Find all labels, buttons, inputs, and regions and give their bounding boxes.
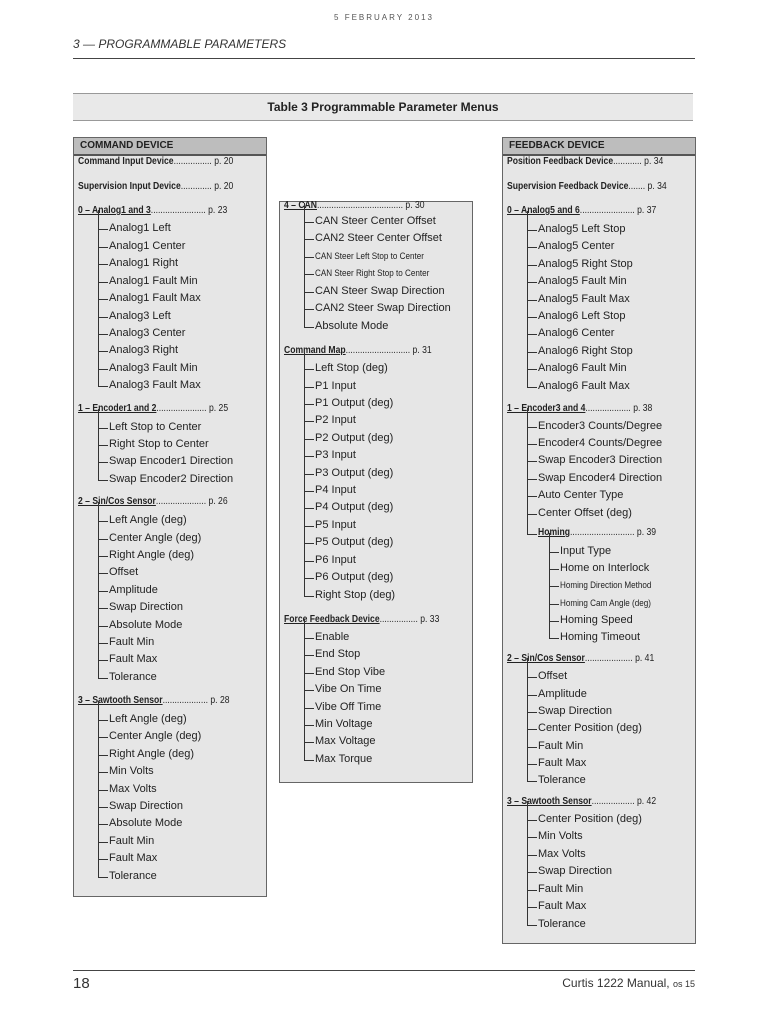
group-name: 0 – Analog5 and 6 bbox=[507, 205, 580, 216]
tree-branch bbox=[98, 591, 108, 592]
group-heading bbox=[507, 181, 667, 192]
leader-dots: .................................... bbox=[316, 200, 404, 211]
group-heading bbox=[507, 653, 654, 664]
tree-branch bbox=[527, 820, 537, 821]
parameter-item: Swap Encoder1 Direction bbox=[109, 455, 234, 467]
parameter-item: P4 Input bbox=[315, 484, 356, 496]
parameter-item: Home on Interlock bbox=[560, 562, 650, 574]
tree-branch bbox=[527, 729, 537, 730]
tree-branch bbox=[527, 479, 537, 480]
tree-branch bbox=[98, 755, 108, 756]
page-reference: p. 34 bbox=[645, 181, 667, 192]
leader-dots: ................ bbox=[173, 156, 212, 167]
parameter-item: Swap Encoder2 Direction bbox=[109, 473, 234, 485]
tree-branch bbox=[527, 747, 537, 748]
parameter-item: Left Angle (deg) bbox=[109, 514, 187, 526]
parameter-item: Analog1 Center bbox=[109, 240, 186, 252]
parameter-item: CAN2 Steer Swap Direction bbox=[315, 302, 451, 314]
parameter-item: Fault Min bbox=[109, 636, 155, 648]
group-name: 1 – Encoder1 and 2 bbox=[78, 403, 157, 414]
tree-branch bbox=[527, 265, 537, 266]
tree-branch bbox=[304, 690, 314, 691]
page-reference: p. 39 bbox=[634, 527, 657, 538]
parameter-item: Analog6 Right Stop bbox=[538, 345, 633, 357]
tree-branch bbox=[304, 257, 314, 258]
parameter-item: Fault Max bbox=[538, 757, 587, 769]
table-title: Table 3 Programmable Parameter Menus bbox=[73, 93, 693, 121]
parameter-item: Right Stop to Center bbox=[109, 438, 209, 450]
leader-dots: ................... bbox=[162, 695, 208, 706]
tree-branch bbox=[304, 596, 314, 597]
page-reference: p. 41 bbox=[632, 653, 655, 664]
page-reference: p. 20 bbox=[211, 181, 234, 192]
parameter-item: Homing Timeout bbox=[560, 631, 641, 643]
parameter-item: P4 Output (deg) bbox=[315, 501, 394, 513]
parameter-item: Offset bbox=[538, 670, 568, 682]
tree-branch bbox=[304, 638, 314, 639]
tree-branch bbox=[304, 456, 314, 457]
tree-branch bbox=[527, 427, 537, 428]
tree-branch bbox=[304, 561, 314, 562]
tree-branch bbox=[304, 578, 314, 579]
parameter-item: Analog5 Center bbox=[538, 240, 615, 252]
parameter-item: Center Position (deg) bbox=[538, 813, 642, 825]
parameter-item: Analog6 Center bbox=[538, 327, 615, 339]
parameter-item: P2 Output (deg) bbox=[315, 432, 394, 444]
tree-branch bbox=[304, 673, 314, 674]
parameter-item: Center Angle (deg) bbox=[109, 730, 202, 742]
tree-branch bbox=[527, 461, 537, 462]
group-name: Command Map bbox=[284, 345, 346, 356]
tree-branch bbox=[527, 387, 537, 388]
tree-connector bbox=[527, 211, 528, 387]
parameter-item: P2 Input bbox=[315, 414, 356, 426]
parameter-item: Tolerance bbox=[538, 918, 586, 930]
tree-branch bbox=[304, 543, 314, 544]
tree-branch bbox=[98, 428, 108, 429]
parameter-item: Tolerance bbox=[109, 870, 157, 882]
parameter-item: Encoder3 Counts/Degree bbox=[538, 420, 663, 432]
page-reference: p. 34 bbox=[641, 156, 664, 167]
tree-branch bbox=[98, 369, 108, 370]
tree-branch bbox=[527, 352, 537, 353]
leader-dots: ....................... bbox=[579, 205, 635, 216]
tree-branch bbox=[549, 586, 559, 587]
tree-branch bbox=[304, 327, 314, 328]
page-reference: p. 23 bbox=[205, 205, 228, 216]
os-version: os 15 bbox=[672, 979, 695, 989]
parameter-item: End Stop Vibe bbox=[315, 666, 386, 678]
parameter-item: Analog5 Fault Min bbox=[538, 275, 627, 287]
tree-branch bbox=[98, 842, 108, 843]
group-heading bbox=[284, 345, 432, 356]
leader-dots: ..................... bbox=[156, 403, 207, 414]
header-rule bbox=[73, 58, 695, 59]
group-heading bbox=[78, 496, 228, 507]
leader-dots: ............ bbox=[613, 156, 642, 167]
tree-branch bbox=[304, 526, 314, 527]
group-name: Supervision Input Device bbox=[78, 181, 181, 192]
parameter-item: Input Type bbox=[560, 545, 612, 557]
tree-branch bbox=[98, 859, 108, 860]
group-heading bbox=[78, 205, 227, 216]
parameter-item: Absolute Mode bbox=[109, 817, 183, 829]
parameter-item: Analog1 Fault Max bbox=[109, 292, 201, 304]
parameter-item: Swap Direction bbox=[109, 800, 183, 812]
tree-connector bbox=[98, 701, 99, 877]
tree-branch bbox=[304, 369, 314, 370]
parameter-item: Right Angle (deg) bbox=[109, 748, 194, 760]
parameter-item: Left Stop (deg) bbox=[315, 362, 388, 374]
group-name: 3 – Sawtooth Sensor bbox=[507, 796, 592, 807]
parameter-item: Center Position (deg) bbox=[538, 722, 642, 734]
parameter-item: Right Stop (deg) bbox=[315, 589, 396, 601]
tree-branch bbox=[549, 621, 559, 622]
footer-manual bbox=[562, 976, 695, 990]
parameter-item: Min Voltage bbox=[315, 718, 373, 730]
group-name: 3 – Sawtooth Sensor bbox=[78, 695, 163, 706]
parameter-item: Analog1 Right bbox=[109, 257, 179, 269]
group-heading bbox=[284, 614, 439, 625]
tree-branch bbox=[527, 925, 537, 926]
tree-branch bbox=[98, 264, 108, 265]
tree-branch bbox=[98, 608, 108, 609]
parameter-item: Min Volts bbox=[538, 830, 583, 842]
tree-branch bbox=[304, 760, 314, 761]
parameter-box-middle bbox=[279, 201, 473, 783]
page-reference: p. 26 bbox=[206, 496, 228, 507]
parameter-item: Vibe Off Time bbox=[315, 701, 382, 713]
leader-dots: ................ bbox=[379, 614, 418, 625]
tree-branch bbox=[304, 239, 314, 240]
leader-dots: ........................... bbox=[345, 345, 411, 356]
tree-branch bbox=[527, 496, 537, 497]
parameter-item: Analog3 Fault Max bbox=[109, 379, 201, 391]
tree-branch bbox=[98, 282, 108, 283]
parameter-item: CAN Steer Left Stop to Center bbox=[315, 251, 424, 261]
tree-branch bbox=[527, 247, 537, 248]
group-heading bbox=[78, 695, 230, 706]
tree-branch bbox=[304, 725, 314, 726]
group-heading bbox=[78, 181, 233, 192]
parameter-item: P5 Input bbox=[315, 519, 356, 531]
parameter-item: Analog5 Left Stop bbox=[538, 223, 626, 235]
tree-branch bbox=[527, 369, 537, 370]
page-number: 18 bbox=[73, 975, 90, 992]
parameter-item: Absolute Mode bbox=[315, 320, 389, 332]
page-reference: p. 20 bbox=[211, 156, 234, 167]
tree-branch bbox=[98, 737, 108, 738]
parameter-item: Amplitude bbox=[538, 688, 587, 700]
parameter-item: Homing Direction Method bbox=[560, 580, 652, 590]
parameter-item: Fault Max bbox=[109, 852, 158, 864]
page-reference: p. 31 bbox=[410, 345, 432, 356]
parameter-item: P6 Output (deg) bbox=[315, 571, 394, 583]
tree-branch bbox=[549, 569, 559, 570]
tree-branch bbox=[527, 890, 537, 891]
parameter-item: P1 Input bbox=[315, 380, 356, 392]
parameter-item: Swap Direction bbox=[538, 705, 612, 717]
tree-branch bbox=[549, 638, 559, 639]
parameter-item: Fault Max bbox=[109, 653, 158, 665]
command-device-box bbox=[73, 137, 267, 897]
tree-branch bbox=[304, 708, 314, 709]
tree-branch bbox=[98, 790, 108, 791]
tree-branch bbox=[527, 677, 537, 678]
tree-branch bbox=[304, 404, 314, 405]
tree-branch bbox=[527, 317, 537, 318]
group-heading bbox=[507, 156, 663, 167]
tree-branch bbox=[527, 781, 537, 782]
parameter-item: Analog6 Left Stop bbox=[538, 310, 626, 322]
tree-branch bbox=[98, 643, 108, 644]
leader-dots: ................... bbox=[585, 403, 631, 414]
parameter-item: Tolerance bbox=[109, 671, 157, 683]
group-name: Position Feedback Device bbox=[507, 156, 614, 167]
tree-branch bbox=[304, 742, 314, 743]
tree-branch bbox=[98, 660, 108, 661]
tree-branch bbox=[304, 274, 314, 275]
group-heading bbox=[78, 156, 233, 167]
tree-branch bbox=[98, 720, 108, 721]
tree-branch bbox=[527, 872, 537, 873]
parameter-item: Left Angle (deg) bbox=[109, 713, 187, 725]
leader-dots: ....... bbox=[628, 181, 646, 192]
parameter-item: Analog1 Left bbox=[109, 222, 171, 234]
tree-branch bbox=[304, 421, 314, 422]
leader-dots: ..................... bbox=[155, 496, 207, 507]
group-name: 2 – Sin/Cos Sensor bbox=[78, 496, 156, 507]
parameter-item: Offset bbox=[109, 566, 139, 578]
tree-branch bbox=[98, 521, 108, 522]
tree-branch bbox=[98, 334, 108, 335]
parameter-item: Analog5 Fault Max bbox=[538, 293, 630, 305]
parameter-item: Max Torque bbox=[315, 753, 373, 765]
parameter-item: Swap Encoder3 Direction bbox=[538, 454, 663, 466]
tree-branch bbox=[98, 247, 108, 248]
parameter-item: Left Stop to Center bbox=[109, 421, 202, 433]
tree-branch bbox=[304, 474, 314, 475]
parameter-item: Center Angle (deg) bbox=[109, 532, 202, 544]
tree-branch bbox=[98, 462, 108, 463]
footer-rule bbox=[73, 970, 695, 971]
tree-branch bbox=[527, 712, 537, 713]
group-heading bbox=[507, 403, 652, 414]
tree-branch bbox=[527, 334, 537, 335]
parameter-item: Analog3 Left bbox=[109, 310, 171, 322]
parameter-item: Analog6 Fault Min bbox=[538, 362, 627, 374]
parameter-item: P1 Output (deg) bbox=[315, 397, 394, 409]
group-heading bbox=[507, 796, 656, 807]
parameter-item: Swap Encoder4 Direction bbox=[538, 472, 663, 484]
page-reference: p. 30 bbox=[403, 200, 425, 211]
parameter-item: Amplitude bbox=[109, 584, 158, 596]
group-name: 0 – Analog1 and 3 bbox=[78, 205, 151, 216]
parameter-item: Swap Direction bbox=[109, 601, 183, 613]
tree-branch bbox=[304, 387, 314, 388]
parameter-item: End Stop bbox=[315, 648, 361, 660]
tree-branch bbox=[98, 317, 108, 318]
page-reference: p. 42 bbox=[634, 796, 657, 807]
parameter-item: Center Offset (deg) bbox=[538, 507, 632, 519]
parameter-item: Analog3 Center bbox=[109, 327, 186, 339]
page-reference: p. 37 bbox=[634, 205, 657, 216]
feedback-device-box bbox=[502, 137, 696, 944]
tree-branch bbox=[304, 222, 314, 223]
parameter-item: Analog3 Right bbox=[109, 344, 179, 356]
tree-branch bbox=[527, 534, 537, 535]
group-heading bbox=[507, 205, 656, 216]
tree-branch bbox=[527, 907, 537, 908]
parameter-item: Encoder4 Counts/Degree bbox=[538, 437, 663, 449]
tree-branch bbox=[527, 230, 537, 231]
section-heading: 3 — PROGRAMMABLE PARAMETERS bbox=[73, 37, 287, 51]
tree-branch bbox=[527, 764, 537, 765]
tree-branch bbox=[527, 855, 537, 856]
page-reference: p. 38 bbox=[630, 403, 653, 414]
tree-branch bbox=[98, 229, 108, 230]
parameter-item: Fault Min bbox=[109, 835, 155, 847]
tree-branch bbox=[98, 539, 108, 540]
parameter-item: CAN Steer Center Offset bbox=[315, 215, 436, 227]
tree-branch bbox=[527, 695, 537, 696]
tree-branch bbox=[527, 444, 537, 445]
tree-branch bbox=[98, 824, 108, 825]
group-name: Homing bbox=[538, 527, 571, 538]
parameter-item: Auto Center Type bbox=[538, 489, 624, 501]
parameter-item: Homing Cam Angle (deg) bbox=[560, 598, 651, 608]
group-name: Supervision Feedback Device bbox=[507, 181, 629, 192]
leader-dots: ....................... bbox=[150, 205, 206, 216]
tree-branch bbox=[549, 552, 559, 553]
parameter-item: Fault Min bbox=[538, 883, 584, 895]
page-reference: p. 25 bbox=[206, 403, 229, 414]
parameter-item: Analog3 Fault Min bbox=[109, 362, 198, 374]
parameter-item: P3 Input bbox=[315, 449, 356, 461]
tree-branch bbox=[98, 445, 108, 446]
leader-dots: ........................... bbox=[570, 527, 635, 538]
tree-branch bbox=[304, 508, 314, 509]
parameter-item: P5 Output (deg) bbox=[315, 536, 394, 548]
tree-branch bbox=[98, 299, 108, 300]
parameter-item: Absolute Mode bbox=[109, 619, 183, 631]
parameter-item: P6 Input bbox=[315, 554, 356, 566]
group-name: Command Input Device bbox=[78, 156, 174, 167]
tree-branch bbox=[98, 772, 108, 773]
leader-dots: .................... bbox=[584, 653, 633, 664]
tree-branch bbox=[98, 556, 108, 557]
group-name: 2 – Sin/Cos Sensor bbox=[507, 653, 585, 664]
parameter-item: CAN Steer Right Stop to Center bbox=[315, 268, 430, 278]
parameter-item: Swap Direction bbox=[538, 865, 612, 877]
tree-connector bbox=[98, 210, 99, 386]
tree-branch bbox=[98, 573, 108, 574]
group-heading bbox=[78, 403, 228, 414]
parameter-item: P3 Output (deg) bbox=[315, 467, 394, 479]
tree-branch bbox=[549, 604, 559, 605]
parameter-item: Enable bbox=[315, 631, 350, 643]
tree-branch bbox=[304, 292, 314, 293]
tree-branch bbox=[527, 300, 537, 301]
parameter-item: Right Angle (deg) bbox=[109, 549, 194, 561]
tree-branch bbox=[527, 282, 537, 283]
leader-dots: .................. bbox=[591, 796, 635, 807]
group-heading bbox=[284, 200, 425, 211]
parameter-item: CAN2 Steer Center Offset bbox=[315, 232, 442, 244]
tree-branch bbox=[98, 626, 108, 627]
leader-dots: ............. bbox=[180, 181, 212, 192]
command-device-title: COMMAND DEVICE bbox=[74, 138, 266, 156]
manual-name: Curtis 1222 Manual, bbox=[562, 976, 670, 990]
tree-branch bbox=[527, 514, 537, 515]
parameter-item: Analog5 Right Stop bbox=[538, 258, 633, 270]
document-date: 5 FEBRUARY 2013 bbox=[334, 13, 434, 22]
tree-branch bbox=[98, 877, 108, 878]
feedback-device-title: FEEDBACK DEVICE bbox=[503, 138, 695, 156]
tree-branch bbox=[98, 351, 108, 352]
group-name: Force Feedback Device bbox=[284, 614, 380, 625]
parameter-item: Homing Speed bbox=[560, 614, 633, 626]
parameter-item: Fault Min bbox=[538, 740, 584, 752]
tree-branch bbox=[304, 655, 314, 656]
parameter-item: Analog1 Fault Min bbox=[109, 275, 198, 287]
tree-branch bbox=[527, 837, 537, 838]
tree-connector bbox=[98, 502, 99, 678]
page-reference: p. 28 bbox=[207, 695, 230, 706]
tree-branch bbox=[98, 807, 108, 808]
tree-branch bbox=[304, 309, 314, 310]
parameter-item: Vibe On Time bbox=[315, 683, 382, 695]
parameter-item: Tolerance bbox=[538, 774, 586, 786]
group-heading bbox=[538, 527, 656, 538]
group-name: 1 – Encoder3 and 4 bbox=[507, 403, 586, 414]
tree-branch bbox=[98, 678, 108, 679]
group-name: 4 – CAN bbox=[284, 200, 317, 211]
page-reference: p. 33 bbox=[417, 614, 440, 625]
tree-branch bbox=[98, 480, 108, 481]
parameter-item: Analog6 Fault Max bbox=[538, 380, 630, 392]
parameter-item: Max Volts bbox=[109, 783, 157, 795]
parameter-item: Max Voltage bbox=[315, 735, 376, 747]
parameter-item: Min Volts bbox=[109, 765, 154, 777]
tree-branch bbox=[98, 386, 108, 387]
parameter-item: Fault Max bbox=[538, 900, 587, 912]
tree-branch bbox=[304, 439, 314, 440]
tree-branch bbox=[304, 491, 314, 492]
parameter-item: CAN Steer Swap Direction bbox=[315, 285, 445, 297]
parameter-item: Max Volts bbox=[538, 848, 586, 860]
